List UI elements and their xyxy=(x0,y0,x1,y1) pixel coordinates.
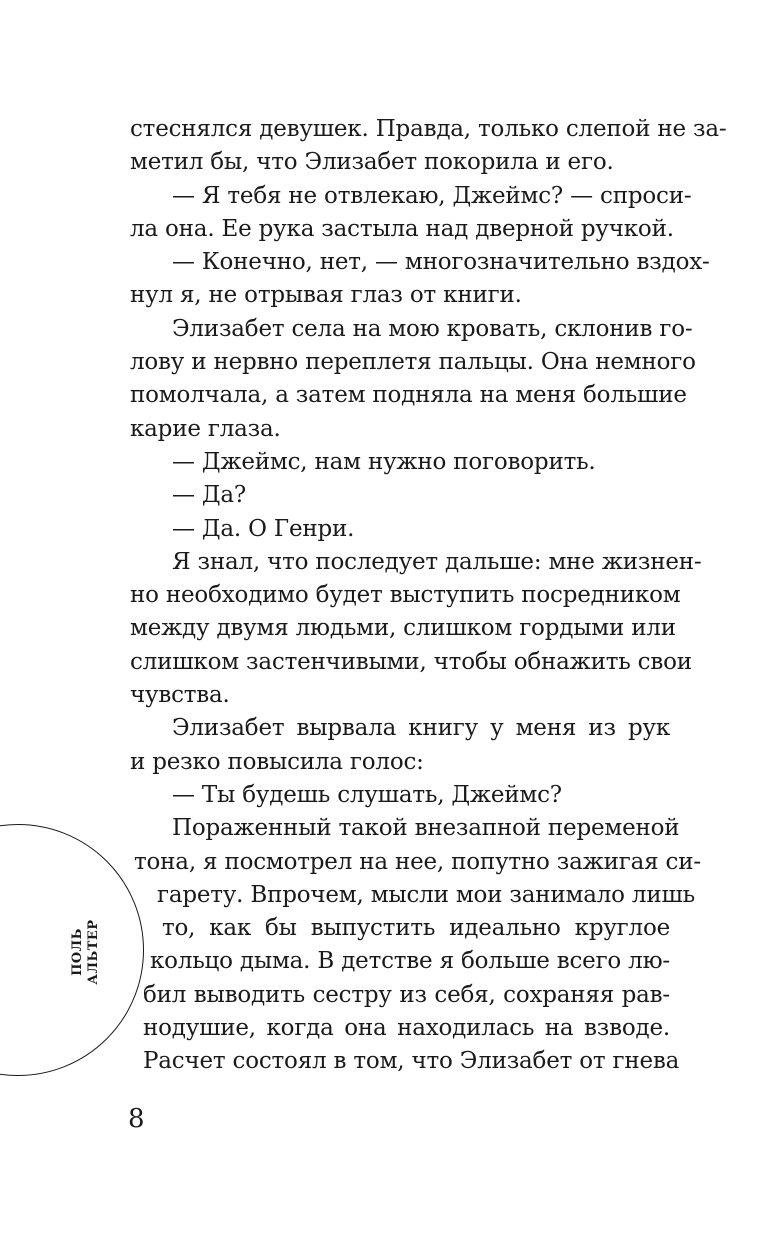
text-line: гарету. Впрочем, мысли мои занимало лишь xyxy=(157,881,695,908)
text-line: — Да? xyxy=(172,482,247,509)
text-line: метил бы, что Элизабет покорила и его. xyxy=(130,149,614,176)
text-line: нул я, не отрывая глаз от книги. xyxy=(130,282,522,309)
body-text xyxy=(130,113,727,1079)
text-line: — Да. О Генри. xyxy=(172,515,355,542)
text-line: то, как бы выпустить идеально круглое xyxy=(162,915,670,942)
text-line: чувства. xyxy=(130,682,230,709)
text-line: — Джеймс, нам нужно поговорить. xyxy=(172,448,596,475)
text-line: лову и нервно переплетя пальцы. Она немного xyxy=(130,349,696,376)
text-line: кольцо дыма. В детстве я больше всего лю- xyxy=(150,948,670,975)
text-line: бил выводить сестру из себя, сохраняя рав- xyxy=(143,981,670,1008)
text-line: между двумя людьми, слишком гордыми или xyxy=(130,615,676,642)
text-line: — Я тебя не отвлекаю, Джеймс? — спроси- xyxy=(172,182,692,209)
text-line: ла она. Ее рука застыла над дверной ручкой. xyxy=(130,215,674,242)
author-first-line: ПОЛЬ xyxy=(70,928,85,976)
text-line: Я знал, что последует дальше: мне жизнен- xyxy=(172,548,702,575)
text-line: помолчала, а затем подняла на меня большие xyxy=(130,382,687,409)
text-line: карие глаза. xyxy=(130,415,281,442)
text-line: и резко повысила голос: xyxy=(130,748,424,775)
text-line: но необходимо будет выступить посредником xyxy=(130,582,681,609)
text-line: нодушие, когда она находилась на взводе. xyxy=(143,1015,670,1042)
author-second-line: АЛЬТЕР xyxy=(86,919,101,985)
text-line: — Ты будешь слушать, Джеймс? xyxy=(172,781,562,808)
text-line: Элизабет вырвала книгу у меня из рук xyxy=(172,715,670,742)
text-line: стеснялся девушек. Правда, только слепой не за- xyxy=(130,116,727,142)
text-line: тона, я посмотрел на нее, попутно зажигая си- xyxy=(134,848,701,875)
page-number: 8 xyxy=(128,1104,145,1134)
text-line: Расчет состоял в том, что Элизабет от гнева xyxy=(143,1048,680,1075)
text-line: слишком застенчивыми, чтобы обнажить свои xyxy=(130,648,692,675)
author-name xyxy=(56,892,116,1012)
text-line: Элизабет села на мою кровать, склонив го- xyxy=(172,315,693,342)
text-line: Пораженный такой внезапной переменой xyxy=(172,815,680,842)
text-line: — Конечно, нет, — многозначительно вздох- xyxy=(172,249,710,276)
